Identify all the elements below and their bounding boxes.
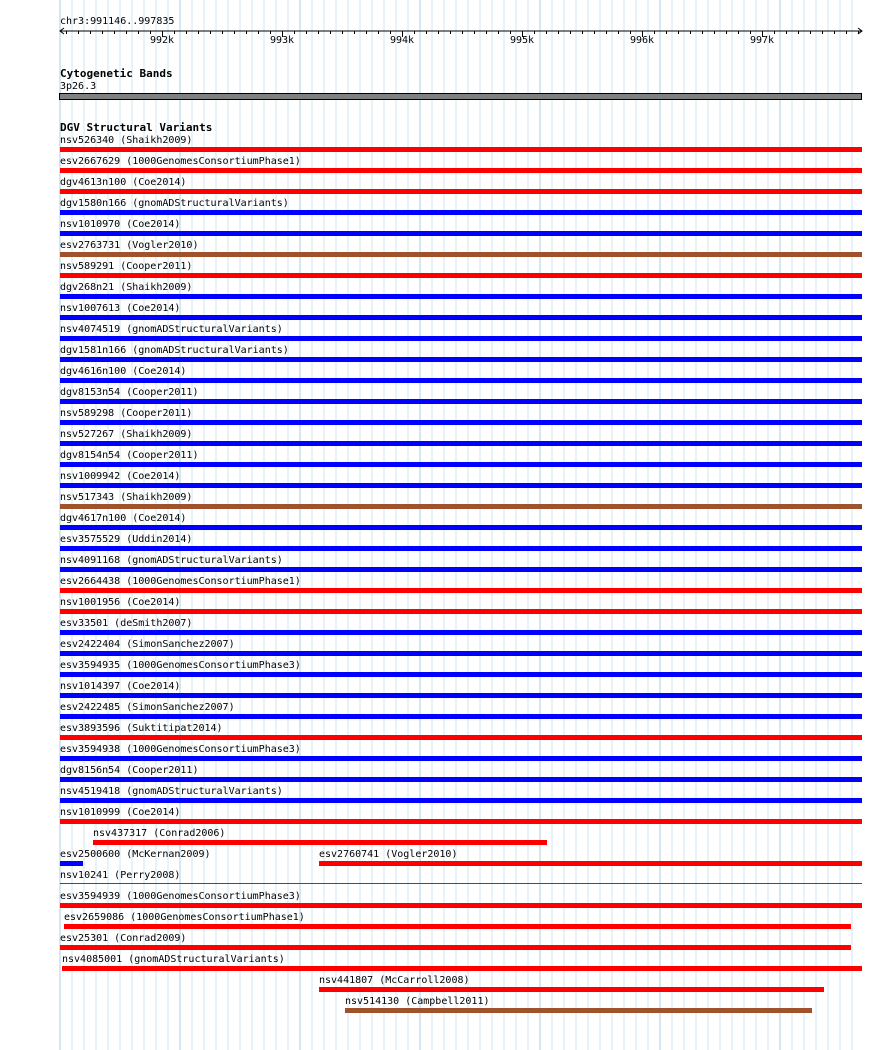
feature-label[interactable]: nsv1010970 (Coe2014) bbox=[60, 219, 181, 230]
feature-label[interactable]: esv2760741 (Vogler2010) bbox=[319, 849, 458, 860]
ruler-tick-label: 996k bbox=[629, 35, 655, 46]
feature-label[interactable]: nsv1007613 (Coe2014) bbox=[60, 303, 181, 314]
feature-bar[interactable] bbox=[319, 861, 862, 866]
feature-label[interactable]: nsv527267 (Shaikh2009) bbox=[60, 429, 193, 440]
feature-label[interactable]: nsv589298 (Cooper2011) bbox=[60, 408, 193, 419]
feature-bar[interactable] bbox=[60, 525, 862, 530]
feature-label[interactable]: dgv1581n166 (gnomADStructuralVariants) bbox=[60, 345, 289, 356]
dgv-track-title: DGV Structural Variants bbox=[60, 121, 213, 134]
feature-bar[interactable] bbox=[60, 798, 862, 803]
feature-label[interactable]: nsv1001956 (Coe2014) bbox=[60, 597, 181, 608]
feature-bar[interactable] bbox=[60, 147, 862, 152]
feature-label[interactable]: esv3594939 (1000GenomesConsortiumPhase3) bbox=[60, 891, 301, 902]
feature-bar[interactable] bbox=[319, 987, 824, 992]
ruler-location: chr3:991146..997835 bbox=[60, 16, 175, 27]
feature-bar[interactable] bbox=[60, 630, 862, 635]
feature-label[interactable]: esv2763731 (Vogler2010) bbox=[60, 240, 199, 251]
feature-bar[interactable] bbox=[60, 883, 862, 884]
feature-label[interactable]: nsv1014397 (Coe2014) bbox=[60, 681, 181, 692]
ruler-tick-label: 995k bbox=[509, 35, 535, 46]
feature-label[interactable]: dgv8154n54 (Cooper2011) bbox=[60, 450, 199, 461]
feature-bar[interactable] bbox=[64, 924, 851, 929]
feature-bar[interactable] bbox=[60, 189, 862, 194]
feature-label[interactable]: esv3594938 (1000GenomesConsortiumPhase3) bbox=[60, 744, 301, 755]
feature-bar[interactable] bbox=[60, 672, 862, 677]
ruler-tick-label: 994k bbox=[389, 35, 415, 46]
ruler-tick-label: 997k bbox=[749, 35, 775, 46]
ruler-tick-label: 992k bbox=[149, 35, 175, 46]
feature-bar[interactable] bbox=[60, 546, 862, 551]
feature-bar[interactable] bbox=[60, 609, 862, 614]
feature-label[interactable]: esv2500600 (McKernan2009) bbox=[60, 849, 211, 860]
feature-label[interactable]: esv2667629 (1000GenomesConsortiumPhase1) bbox=[60, 156, 301, 167]
feature-label[interactable]: esv3893596 (Suktitipat2014) bbox=[60, 723, 223, 734]
feature-bar[interactable] bbox=[60, 315, 862, 320]
feature-label[interactable]: nsv4085001 (gnomADStructuralVariants) bbox=[62, 954, 285, 965]
feature-label[interactable]: nsv10241 (Perry2008) bbox=[60, 870, 181, 881]
feature-label[interactable]: dgv268n21 (Shaikh2009) bbox=[60, 282, 193, 293]
feature-label[interactable]: nsv526340 (Shaikh2009) bbox=[60, 135, 193, 146]
feature-label[interactable]: dgv8153n54 (Cooper2011) bbox=[60, 387, 199, 398]
feature-bar[interactable] bbox=[60, 819, 862, 824]
ruler-tick-label: 993k bbox=[269, 35, 295, 46]
feature-label[interactable]: esv25301 (Conrad2009) bbox=[60, 933, 187, 944]
feature-label[interactable]: dgv4616n100 (Coe2014) bbox=[60, 366, 187, 377]
feature-label[interactable]: nsv589291 (Cooper2011) bbox=[60, 261, 193, 272]
feature-label[interactable]: nsv437317 (Conrad2006) bbox=[93, 828, 226, 839]
feature-bar[interactable] bbox=[60, 693, 862, 698]
feature-bar[interactable] bbox=[60, 945, 851, 950]
feature-label[interactable]: esv2659086 (1000GenomesConsortiumPhase1) bbox=[64, 912, 305, 923]
feature-label[interactable]: nsv4091168 (gnomADStructuralVariants) bbox=[60, 555, 283, 566]
feature-bar[interactable] bbox=[60, 903, 862, 908]
feature-bar[interactable] bbox=[60, 462, 862, 467]
feature-label[interactable]: nsv441807 (McCarroll2008) bbox=[319, 975, 470, 986]
feature-bar[interactable] bbox=[60, 420, 862, 425]
feature-label[interactable]: nsv517343 (Shaikh2009) bbox=[60, 492, 193, 503]
feature-bar[interactable] bbox=[60, 336, 862, 341]
feature-bar[interactable] bbox=[60, 399, 862, 404]
feature-bar[interactable] bbox=[60, 567, 862, 572]
feature-bar[interactable] bbox=[60, 651, 862, 656]
feature-bar[interactable] bbox=[60, 357, 862, 362]
feature-label[interactable]: esv3575529 (Uddin2014) bbox=[60, 534, 193, 545]
feature-label[interactable]: dgv4613n100 (Coe2014) bbox=[60, 177, 187, 188]
feature-label[interactable]: dgv1580n166 (gnomADStructuralVariants) bbox=[60, 198, 289, 209]
feature-bar[interactable] bbox=[60, 861, 83, 866]
cytoband-bar[interactable] bbox=[59, 93, 862, 100]
feature-bar[interactable] bbox=[60, 504, 862, 509]
feature-bar[interactable] bbox=[60, 210, 862, 215]
feature-bar[interactable] bbox=[93, 840, 547, 845]
feature-bar[interactable] bbox=[60, 252, 862, 257]
feature-bar[interactable] bbox=[60, 168, 862, 173]
feature-bar[interactable] bbox=[60, 273, 862, 278]
cytoband-label: 3p26.3 bbox=[60, 81, 97, 92]
feature-label[interactable]: esv2422485 (SimonSanchez2007) bbox=[60, 702, 235, 713]
feature-bar[interactable] bbox=[60, 378, 862, 383]
feature-label[interactable]: esv2664438 (1000GenomesConsortiumPhase1) bbox=[60, 576, 301, 587]
feature-label[interactable]: esv2422404 (SimonSanchez2007) bbox=[60, 639, 235, 650]
feature-label[interactable]: dgv8156n54 (Cooper2011) bbox=[60, 765, 199, 776]
feature-bar[interactable] bbox=[60, 294, 862, 299]
feature-label[interactable]: nsv4074519 (gnomADStructuralVariants) bbox=[60, 324, 283, 335]
feature-bar[interactable] bbox=[62, 966, 862, 971]
feature-label[interactable]: nsv514130 (Campbell2011) bbox=[345, 996, 490, 1007]
feature-bar[interactable] bbox=[60, 483, 862, 488]
feature-label[interactable]: dgv4617n100 (Coe2014) bbox=[60, 513, 187, 524]
feature-label[interactable]: esv33501 (deSmith2007) bbox=[60, 618, 193, 629]
feature-bar[interactable] bbox=[345, 1008, 812, 1013]
feature-label[interactable]: nsv4519418 (gnomADStructuralVariants) bbox=[60, 786, 283, 797]
feature-bar[interactable] bbox=[60, 777, 862, 782]
feature-bar[interactable] bbox=[60, 735, 862, 740]
feature-label[interactable]: nsv1010999 (Coe2014) bbox=[60, 807, 181, 818]
feature-bar[interactable] bbox=[60, 441, 862, 446]
feature-label[interactable]: nsv1009942 (Coe2014) bbox=[60, 471, 181, 482]
feature-bar[interactable] bbox=[60, 588, 862, 593]
feature-bar[interactable] bbox=[60, 714, 862, 719]
feature-bar[interactable] bbox=[60, 756, 862, 761]
feature-label[interactable]: esv3594935 (1000GenomesConsortiumPhase3) bbox=[60, 660, 301, 671]
feature-bar[interactable] bbox=[60, 231, 862, 236]
cytoband-track-title: Cytogenetic Bands bbox=[60, 67, 173, 80]
